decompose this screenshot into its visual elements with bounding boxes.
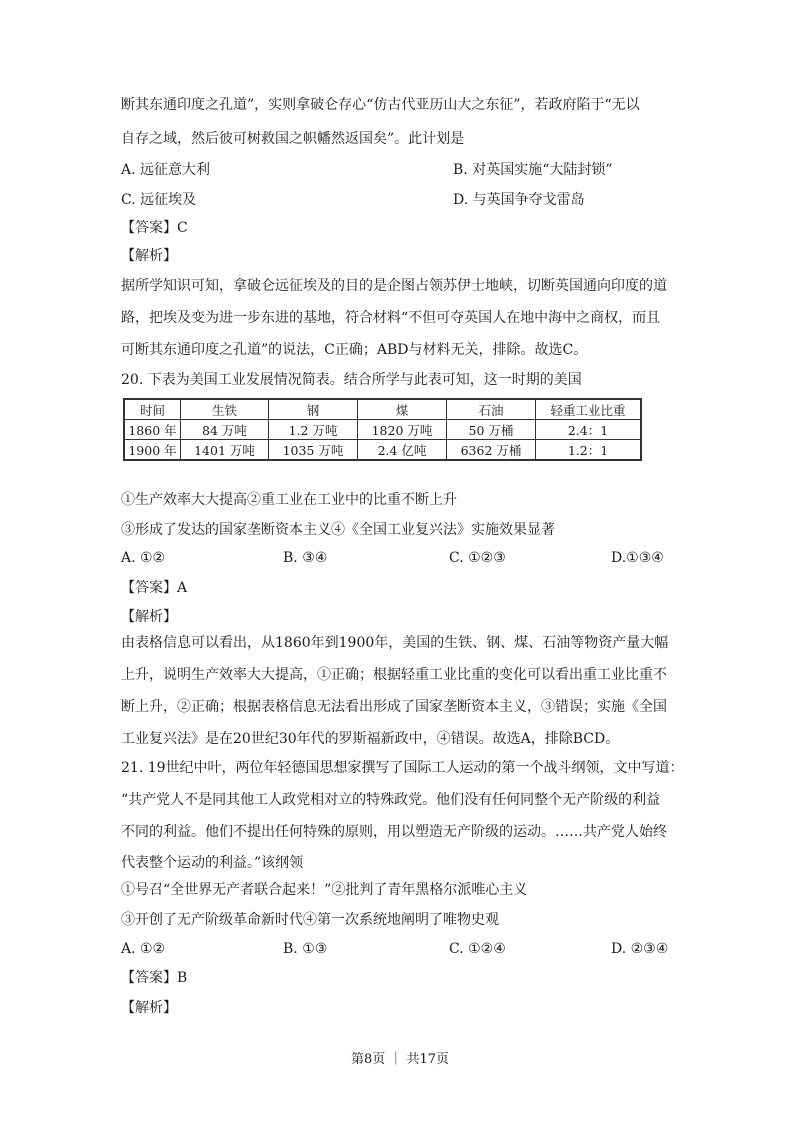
table-cell: 1.2 万吨 xyxy=(269,420,358,440)
q21-answer: 【答案】B xyxy=(121,970,188,986)
q19-option-c: C. 远征埃及 xyxy=(121,192,197,208)
table-row xyxy=(124,420,641,440)
table-cell: 6362 万桶 xyxy=(447,440,536,461)
table-cell: 1900 年 xyxy=(124,440,181,461)
q20-analysis-line: 上升，说明生产效率大大提高，①正确；根据轻重工业比重的变化可以看出重工业比重不 xyxy=(121,667,667,683)
q20-analysis-line: 断上升，②正确；根据表格信息无法看出形成了国家垄断资本主义，③错误；实施《全国 xyxy=(121,699,667,715)
q20-option-a: A. ①② xyxy=(121,550,166,566)
q20-data-table xyxy=(123,398,642,461)
q19-option-d: D. 与英国争夺戈雷岛 xyxy=(453,192,585,208)
q20-analysis-line: 由表格信息可以看出，从1860年到1900年，美国的生铁、钢、煤、石油等物资产量大幅 xyxy=(121,635,669,651)
table-header-cell: 时间 xyxy=(124,399,181,420)
q20-analysis-line: 工业复兴法》是在20世纪30年代的罗斯福新政中，④错误。故选A，排除BCD。 xyxy=(121,731,620,747)
q19-answer: 【答案】C xyxy=(121,220,188,236)
q20-option-c: C. ①②③ xyxy=(449,550,506,566)
q20-statement: ③形成了发达的国家垄断资本主义④《全国工业复兴法》实施效果显著 xyxy=(121,522,555,538)
q19-stem-line: 断其东通印度之孔道”，实则拿破仑存心“仿古代亚历山大之东征”，若政府陷于“无以 xyxy=(121,97,640,113)
table-cell: 2.4：1 xyxy=(536,420,642,440)
q21-option-b: B. ①③ xyxy=(283,941,328,957)
q19-stem-line: 自存之域，然后彼可树救国之帜幡然返国矣”。此计划是 xyxy=(121,131,465,147)
q21-option-d: D. ②③④ xyxy=(611,941,669,957)
table-header-cell: 煤 xyxy=(358,399,447,420)
q20-answer: 【答案】A xyxy=(121,580,188,596)
table-row xyxy=(124,440,641,461)
q20-option-b: B. ③④ xyxy=(283,550,328,566)
q19-analysis-label: 【解析】 xyxy=(121,248,177,264)
q21-stem-line: 代表整个运动的利益。”该纲领 xyxy=(121,855,304,871)
q19-option-b: B. 对英国实施“大陆封锁” xyxy=(453,162,613,178)
q19-analysis-line: 据所学知识可知，拿破仑远征埃及的目的是企图占领苏伊士地峡，切断英国通向印度的道 xyxy=(121,278,667,294)
table-header-cell: 钢 xyxy=(269,399,358,420)
q21-option-a: A. ①② xyxy=(121,941,166,957)
q20-statement: ①生产效率大大提高②重工业在工业中的比重不断上升 xyxy=(121,492,457,508)
q21-statement: ①号召“全世界无产者联合起来！”②批判了青年黑格尔派唯心主义 xyxy=(121,882,528,898)
table-cell: 1820 万吨 xyxy=(358,420,447,440)
table-cell: 84 万吨 xyxy=(181,420,269,440)
table-header-cell: 生铁 xyxy=(181,399,269,420)
page-footer: 第8页 ｜ 共17页 xyxy=(350,1052,450,1067)
q20-option-d: D.①③④ xyxy=(611,550,664,566)
q20-analysis-label: 【解析】 xyxy=(121,609,177,625)
table-header-cell: 轻重工业比重 xyxy=(536,399,642,420)
table-header-cell: 石油 xyxy=(447,399,536,420)
q20-stem: 20. 下表为美国工业发展情况简表。结合所学与此表可知，这一时期的美国 xyxy=(121,372,582,388)
q21-stem-line: 21. 19世纪中叶，两位年轻德国思想家撰写了国际工人运动的第一个战斗纲领，文中写道： xyxy=(121,760,684,776)
q21-stem-line: “共产党人不是同其他工人政党相对立的特殊政党。他们没有任何同整个无产阶级的利益 xyxy=(121,792,661,808)
table-cell: 1035 万吨 xyxy=(269,440,358,461)
table-cell: 2.4 亿吨 xyxy=(358,440,447,461)
table-cell: 50 万桶 xyxy=(447,420,536,440)
q21-analysis-label: 【解析】 xyxy=(121,1000,177,1016)
q21-stem-line: 不同的利益。他们不提出任何特殊的原则，用以塑造无产阶级的运动。……共产党人始终 xyxy=(121,824,667,840)
table-cell: 1860 年 xyxy=(124,420,181,440)
table-cell: 1401 万吨 xyxy=(181,440,269,461)
q21-statement: ③开创了无产阶级革命新时代④第一次系统地阐明了唯物史观 xyxy=(121,912,499,928)
table-header-row xyxy=(124,399,641,420)
q21-option-c: C. ①②④ xyxy=(449,941,506,957)
q19-option-a: A. 远征意大利 xyxy=(121,162,211,178)
q19-analysis-line: 可断其东通印度之孔道”的说法，C正确；ABD与材料无关，排除。故选C。 xyxy=(121,342,588,358)
q19-analysis-line: 路，把埃及变为进一步东进的基地，符合材料“不但可夺英国人在地中海中之商权，而且 xyxy=(121,310,661,326)
table-cell: 1.2：1 xyxy=(536,440,642,461)
